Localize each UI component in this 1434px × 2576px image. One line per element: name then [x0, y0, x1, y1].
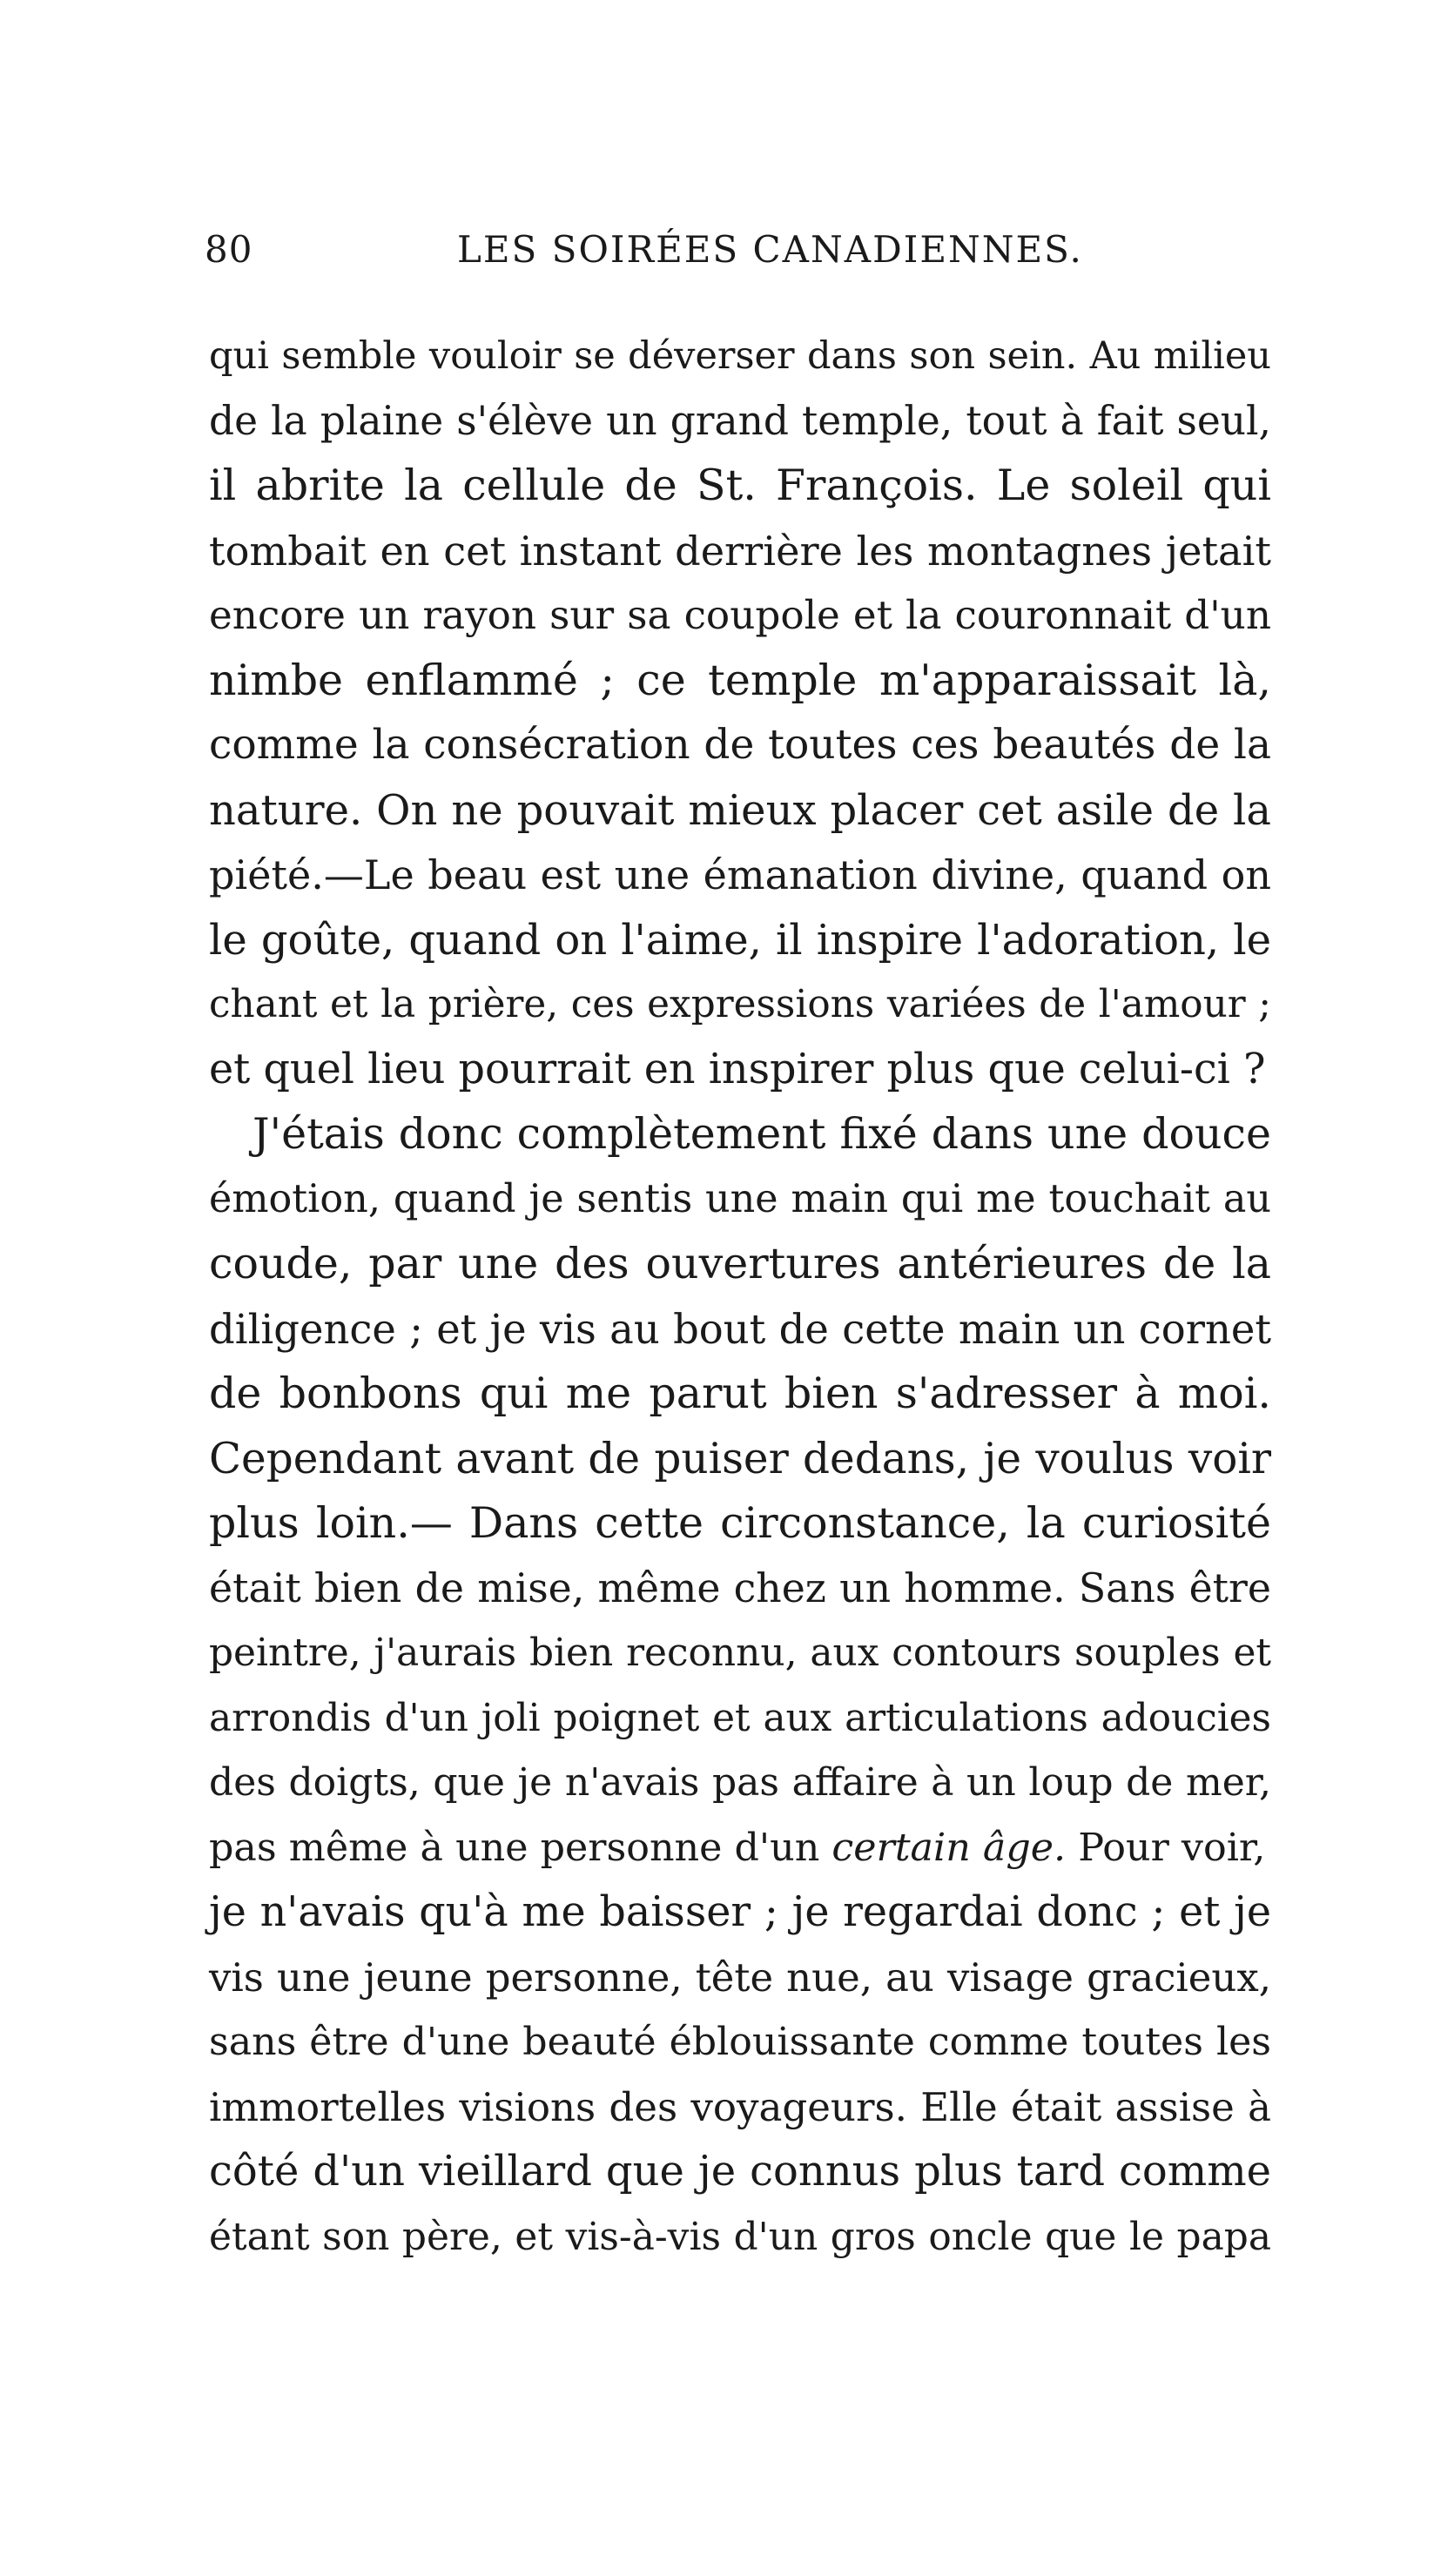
text-line: encore un rayon sur sa coupole et la couronnait d'un — [209, 592, 1271, 638]
text-line: immortelles visions des voyageurs. Elle était assise à — [209, 2083, 1271, 2130]
text-line: émotion, quand je sentis une main qui me touchait au — [209, 1176, 1271, 1221]
text-line: piété.—Le beau est une émanation divine, quand on — [209, 851, 1271, 898]
text-line: peintre, j'aurais bien reconnu, aux contours souples et — [209, 1631, 1271, 1675]
text-line: était bien de mise, même chez un homme. Sans être — [209, 1564, 1271, 1611]
text-segment: pas même à une personne d'un — [209, 1825, 820, 1870]
text-line: coude, par une des ouvertures antérieures de la — [209, 1239, 1271, 1288]
text-line-with-italic — [209, 1816, 1271, 1881]
text-line: côté d'un vieillard que je connus plus tard comme — [209, 2148, 1271, 2196]
text-line: Cependant avant de puiser dedans, je voulus voir — [209, 1434, 1271, 1483]
text-line: chant et la prière, ces expressions variées de l'amour ; — [209, 982, 1271, 1026]
text-line: plus loin.— Dans cette circonstance, la curiosité — [209, 1498, 1271, 1548]
paragraph-end-line: et quel lieu pourrait en inspirer plus que celui-ci ? — [209, 1045, 1266, 1093]
text-line: arrondis d'un joli poignet et aux articulations adoucies — [209, 1695, 1271, 1740]
text-line: vis une jeune personne, tête nue, au visage gracieux, — [209, 1954, 1271, 2001]
text-line: le goûte, quand on l'aime, il inspire l'adoration, le — [209, 915, 1271, 965]
text-line: tombait en cet instant derrière les montagnes jetait — [209, 527, 1271, 575]
text-line: nimbe enflammé ; ce temple m'apparaissait là, — [209, 655, 1271, 705]
text-line: étant son père, et vis-à-vis d'un gros oncle que le papa — [209, 2214, 1271, 2259]
running-head: LES SOIRÉES CANADIENNES. — [457, 228, 1083, 271]
text-line: diligence ; et je vis au bout de cette main un cornet — [209, 1305, 1271, 1353]
body-text — [209, 324, 1271, 2270]
text-line: nature. On ne pouvait mieux placer cet asile de la — [209, 785, 1271, 835]
text-line: de bonbons qui me parut bien s'adresser à moi. — [209, 1369, 1271, 1418]
text-line: je n'avais qu'à me baisser ; je regardai donc ; et je — [209, 1888, 1271, 1936]
text-line: des doigts, que je n'avais pas affaire à un loup de mer, — [209, 1760, 1271, 1805]
paragraph-start-line: J'étais donc complètement fixé dans une douce — [252, 1109, 1271, 1159]
text-line: qui semble vouloir se déverser dans son sein. Au milieu — [209, 334, 1271, 378]
text-line: sans être d'une beauté éblouissante comme toutes les — [209, 2020, 1271, 2064]
page-number: 80 — [205, 228, 253, 271]
text-line: de la plaine s'élève un grand temple, tout à fait seul, — [209, 397, 1271, 444]
text-segment: Pour voir, — [1066, 1825, 1266, 1870]
text-line: il abrite la cellule de St. François. Le soleil qui — [209, 461, 1271, 510]
page-header — [205, 228, 1276, 280]
italic-phrase: certain âge. — [831, 1825, 1067, 1870]
text-line: comme la consécration de toutes ces beautés de la — [209, 721, 1271, 769]
